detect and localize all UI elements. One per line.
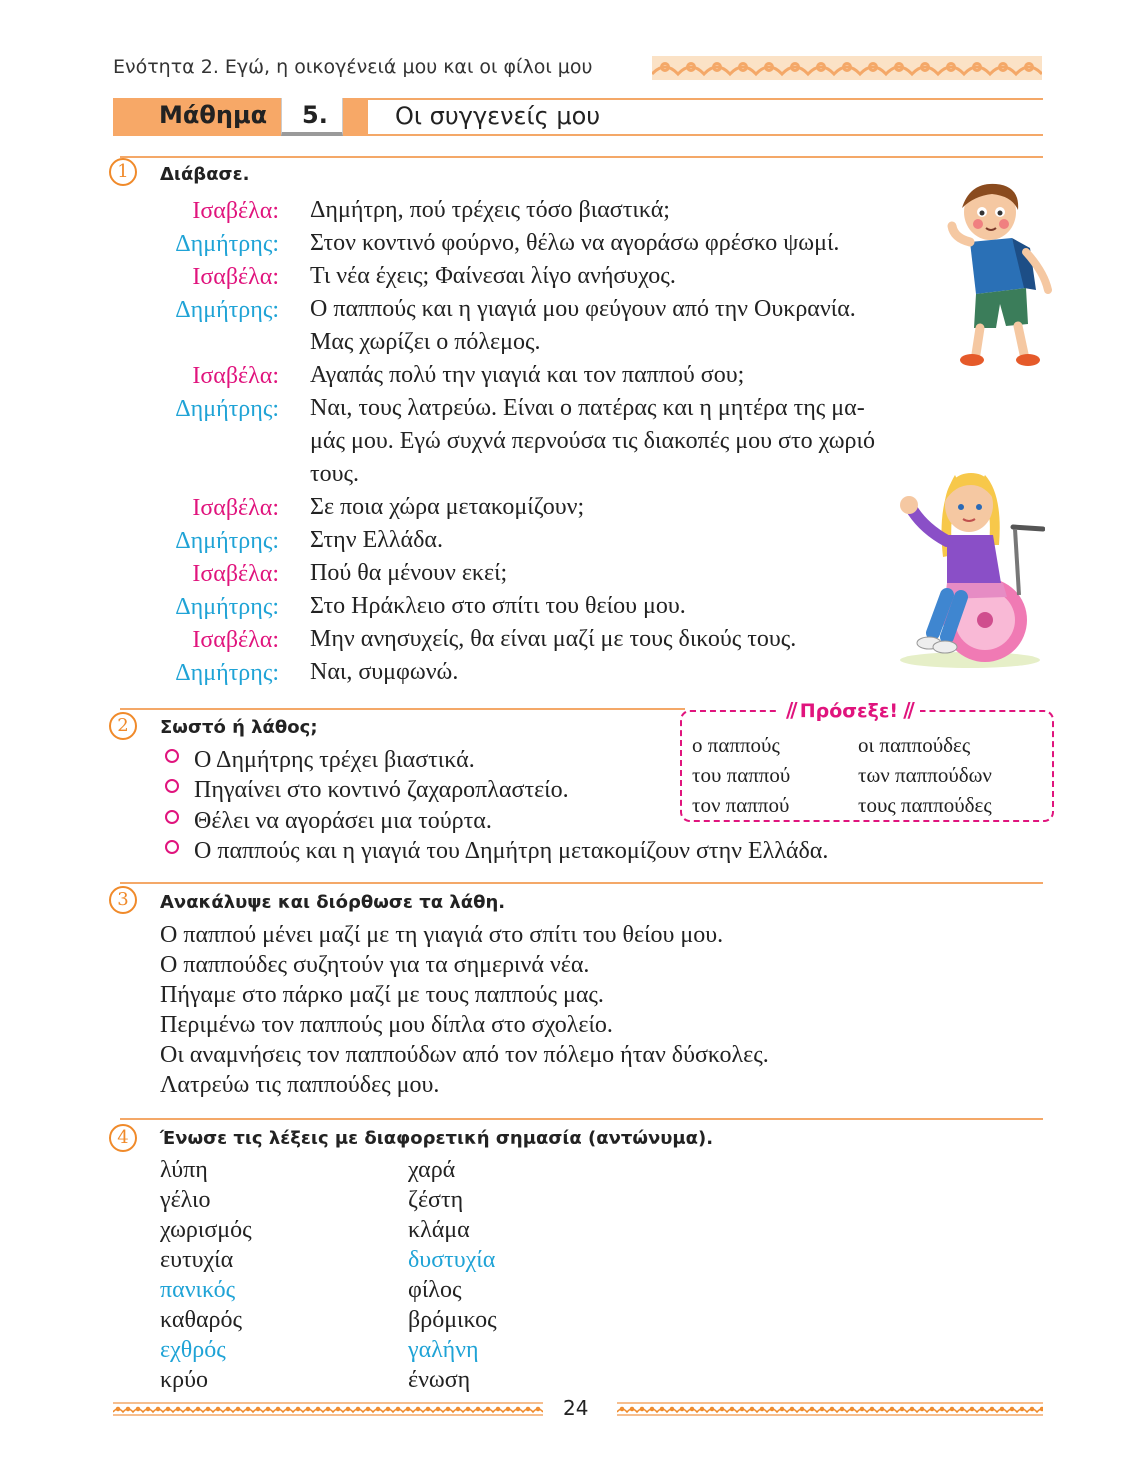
careful-title: Πρόσεξε! — [799, 700, 899, 722]
dialogue-line: Στο Ηράκλειο στο σπίτι του θείου μου. — [310, 593, 686, 619]
section-rule — [120, 156, 1043, 158]
dialogue-line: τους. — [310, 461, 360, 487]
dialogue-line: Σε ποια χώρα μετακομίζουν; — [310, 494, 585, 520]
exercise-number-badge: 2 — [109, 712, 137, 740]
dialogue-line: Τι νέα έχεις; Φαίνεσαι λίγο ανήσυχος. — [310, 263, 676, 289]
speaker-label: Δημήτρης: — [175, 231, 279, 257]
dialogue-line: μάς μου. Εγώ συχνά περνούσα τις διακοπές μου στο χωριό — [310, 428, 875, 454]
true-false-item — [165, 838, 828, 865]
bullet-icon — [165, 840, 179, 854]
speaker-label: Δημήτρης: — [175, 396, 279, 422]
sentence-line: Πήγαμε στο πάρκο μαζί με τους παππούς μας. — [160, 982, 604, 1008]
speaker-label: Δημήτρης: — [175, 297, 279, 323]
right-word: φίλος — [408, 1277, 462, 1303]
left-word: καθαρός — [160, 1307, 243, 1333]
speaker-label: Ισαβέλα: — [192, 627, 279, 653]
exercise-instruction: Ανακάλυψε και διόρθωσε τα λάθη. — [160, 892, 506, 913]
unit-header: Ενότητα 2. Εγώ, η οικογένειά μου και οι φίλοι μου — [113, 56, 593, 78]
plural-form: οι παππούδες — [858, 733, 971, 757]
lesson-number: 5. — [302, 101, 328, 129]
statement-text: Ο Δημήτρης τρέχει βιαστικά. — [194, 747, 475, 773]
plural-form: τους παππούδες — [858, 793, 992, 817]
lesson-title: Οι συγγενείς μου — [395, 102, 601, 130]
dialogue-line: Αγαπάς πολύ την γιαγιά και τον παππού σου; — [310, 362, 745, 388]
dialogue-line: Ο παππούς και η γιαγιά μου φεύγουν από την Ουκρανία. — [310, 296, 856, 322]
boy-illustration — [940, 178, 1060, 374]
statement-text: Ο παππούς και η γιαγιά του Δημήτρη μετακομίζουν στην Ελλάδα. — [194, 838, 829, 864]
speaker-label: Ισαβέλα: — [192, 495, 279, 521]
exercise-instruction: Σωστό ή λάθος; — [160, 717, 318, 738]
lesson-bar — [113, 98, 1043, 136]
exercise-number-badge: 3 — [109, 886, 137, 914]
page-number: 24 — [563, 1396, 589, 1420]
speaker-label: Ισαβέλα: — [192, 363, 279, 389]
dialogue-line: Στον κοντινό φούρνο, θέλω να αγοράσω φρέσκο ψωμί. — [310, 230, 840, 256]
dialogue-line: Ναι, τους λατρεύω. Είναι ο πατέρας και η μητέρα της μα- — [310, 395, 865, 421]
exercise-number-badge: 1 — [109, 158, 137, 186]
true-false-item — [165, 777, 569, 804]
speaker-label: Δημήτρης: — [175, 594, 279, 620]
section-rule — [120, 882, 1043, 884]
footer-ornament — [617, 1401, 1043, 1417]
right-word: χαρά — [408, 1157, 456, 1183]
plural-form: των παππούδων — [858, 763, 992, 787]
left-word: εχθρός — [160, 1337, 226, 1363]
slash-icon: // — [903, 698, 912, 722]
speaker-label: Δημήτρης: — [175, 660, 279, 686]
dialogue-line: Μας χωρίζει ο πόλεμος. — [310, 329, 541, 355]
right-word: γαλήνη — [408, 1337, 479, 1363]
speaker-label: Δημήτρης: — [175, 528, 279, 554]
singular-form: τον παππού — [692, 793, 790, 817]
statement-text: Πηγαίνει στο κοντινό ζαχαροπλαστείο. — [194, 777, 569, 803]
section-rule — [120, 708, 685, 710]
dialogue-line: Πού θα μένουν εκεί; — [310, 560, 508, 586]
careful-box — [680, 698, 1054, 822]
speaker-label: Ισαβέλα: — [192, 198, 279, 224]
lesson-label: Μάθημα — [159, 101, 268, 129]
true-false-item — [165, 808, 492, 835]
singular-form: του παππού — [692, 763, 791, 787]
left-word: κρύο — [160, 1367, 208, 1393]
exercise-instruction: Διάβασε. — [160, 164, 250, 185]
exercise-instruction: Ένωσε τις λέξεις με διαφορετική σημασία (αντώνυμα). — [160, 1128, 714, 1149]
true-false-item — [165, 747, 475, 774]
right-word: ζέστη — [408, 1187, 464, 1213]
statement-text: Θέλει να αγοράσει μια τούρτα. — [194, 808, 492, 834]
left-word: γέλιο — [160, 1187, 211, 1213]
left-word: λύπη — [160, 1157, 208, 1183]
sentence-line: Οι αναμνήσεις τον παππούδων από τον πόλεμο ήταν δύσκολες. — [160, 1042, 769, 1068]
bullet-icon — [165, 749, 179, 763]
left-word: πανικός — [160, 1277, 236, 1303]
slash-icon: // — [786, 698, 795, 722]
dialogue-line: Μην ανησυχείς, θα είναι μαζί με τους δικούς τους. — [310, 626, 797, 652]
sentence-line: Λατρεύω τις παππούδες μου. — [160, 1072, 440, 1098]
speaker-label: Ισαβέλα: — [192, 264, 279, 290]
right-word: ένωση — [408, 1367, 471, 1393]
dialogue-line: Ναι, συμφωνώ. — [310, 659, 459, 685]
right-word: δυστυχία — [408, 1247, 496, 1273]
left-word: χωρισμός — [160, 1217, 252, 1243]
sentence-line: Ο παππούδες συζητούν για τα σημερινά νέα. — [160, 952, 590, 978]
right-word: βρόμικος — [408, 1307, 497, 1333]
exercise-number-badge: 4 — [109, 1124, 137, 1152]
left-word: ευτυχία — [160, 1247, 234, 1273]
footer-ornament — [113, 1401, 543, 1417]
singular-form: ο παππούς — [692, 733, 780, 757]
dialogue-line: Δημήτρη, πού τρέχεις τόσο βιαστικά; — [310, 197, 670, 223]
greek-key-ornament — [652, 52, 1042, 82]
bullet-icon — [165, 810, 179, 824]
sentence-line: Ο παππού μένει μαζί με τη γιαγιά στο σπίτι του θείου μου. — [160, 922, 724, 948]
speaker-label: Ισαβέλα: — [192, 561, 279, 587]
sentence-line: Περιμένω τον παππούς μου δίπλα στο σχολείο. — [160, 1012, 613, 1038]
girl-in-wheelchair-illustration — [895, 465, 1045, 670]
section-rule — [120, 1118, 1043, 1120]
bullet-icon — [165, 779, 179, 793]
right-word: κλάμα — [408, 1217, 470, 1243]
dialogue-line: Στην Ελλάδα. — [310, 527, 443, 553]
